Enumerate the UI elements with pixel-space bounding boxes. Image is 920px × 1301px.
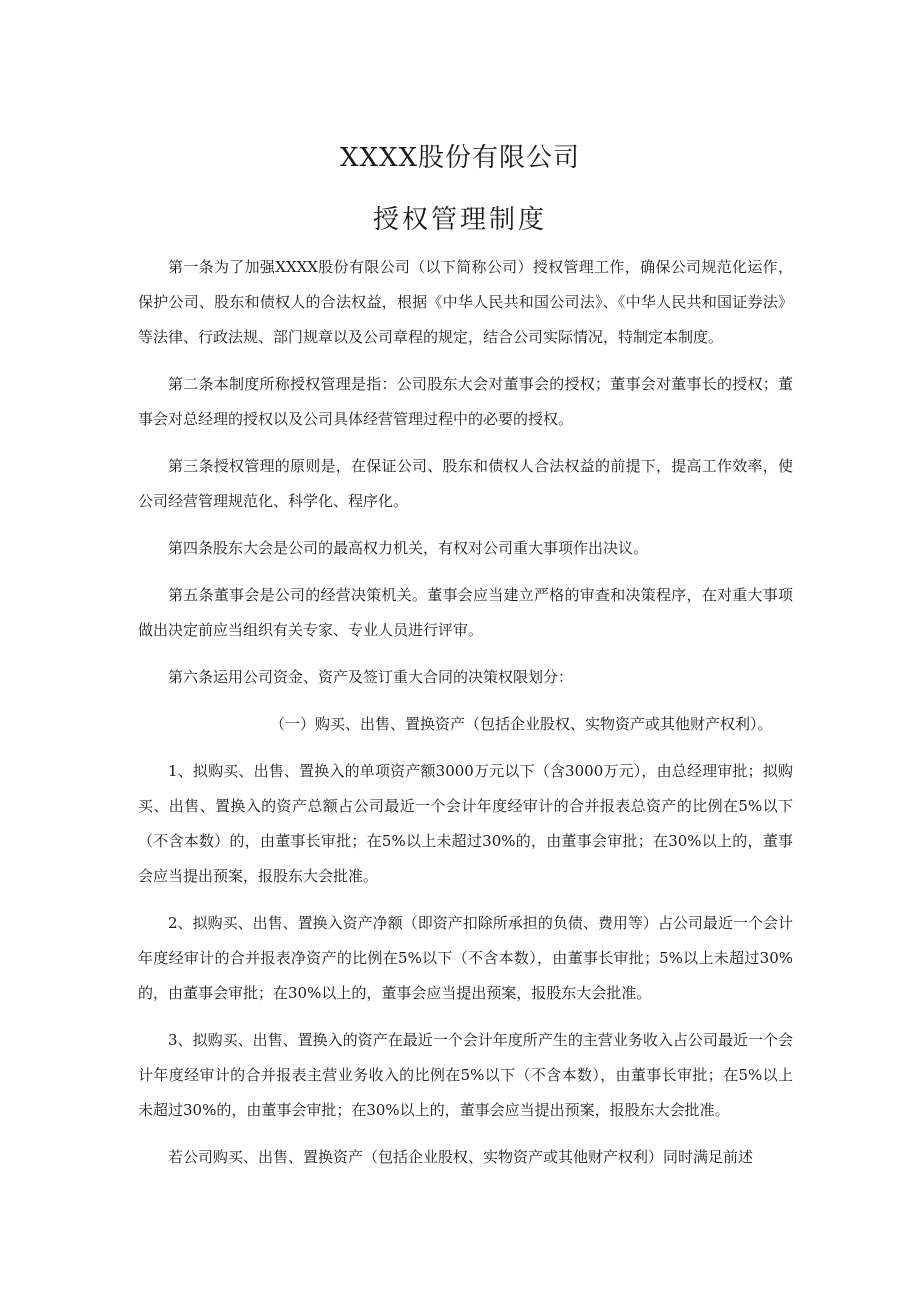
- article-4: 第四条股东大会是公司的最高权力机关，有权对公司重大事项作出决议。: [168, 539, 649, 557]
- document-body: [138, 250, 793, 1175]
- document-title: 授权管理制度: [372, 205, 547, 235]
- article-6-item-1: 1、拟购买、出售、置换入的单项资产额3000万元以下（含3000万元），由总经理审批；拟购买、出售、置换入的资产总额占公司最近一个会计年度经审计的合并报表总资产的比例在5%以下（不含本数）的，由董事长审批；在5%以上未超过30%的，由董事会审批；在30%以上的，董事会应当提出预案，报股东大会批准。: [138, 762, 793, 885]
- article-6-section-1: （一）购买、出售、置换资产（包括企业股权、实物资产或其他财产权利）。: [270, 715, 773, 733]
- article-6: 第六条运用公司资金、资产及签订重大合同的决策权限划分：: [168, 668, 574, 686]
- article-3: 第三条授权管理的原则是，在保证公司、股东和债权人合法权益的前提下，提高工作效率，使公司经营管理规范化、科学化、程序化。: [138, 457, 793, 510]
- company-name: XXXX股份有限公司: [339, 143, 581, 173]
- article-6-item-3: 3、拟购买、出售、置换入的资产在最近一个会计年度所产生的主营业务收入占公司最近一个会计年度经审计的合并报表主营业务收入的比例在5%以下（不含本数），由董事长审批；在5%以上未超过30%的，由董事会审批；在30%以上的，董事会应当提出预案，报股东大会批准。: [138, 1031, 793, 1119]
- article-6-continuation: 若公司购买、出售、置换资产（包括企业股权、实物资产或其他财产权利）同时满足前述: [168, 1148, 754, 1166]
- article-2: 第二条本制度所称授权管理是指：公司股东大会对董事会的授权；董事会对董事长的授权；董事会对总经理的授权以及公司具体经营管理过程中的必要的授权。: [138, 375, 793, 428]
- article-5: 第五条董事会是公司的经营决策机关。董事会应当建立严格的审查和决策程序，在对重大事项做出决定前应当组织有关专家、专业人员进行评审。: [138, 586, 793, 639]
- article-6-item-2: 2、拟购买、出售、置换入资产净额（即资产扣除所承担的负债、费用等）占公司最近一个会计年度经审计的合并报表净资产的比例在5%以下（不含本数），由董事长审批；5%以上未超过30%的，由董事会审批；在30%以上的，董事会应当提出预案，报股东大会批准。: [138, 914, 793, 1002]
- article-1: 第一条为了加强XXXX股份有限公司（以下简称公司）授权管理工作，确保公司规范化运作，保护公司、股东和债权人的合法权益，根据《中华人民共和国公司法》、《中华人民共和国证券法》等法律、行政法规、部门规章以及公司章程的规定，结合公司实际情况，特制定本制度。: [138, 258, 793, 346]
